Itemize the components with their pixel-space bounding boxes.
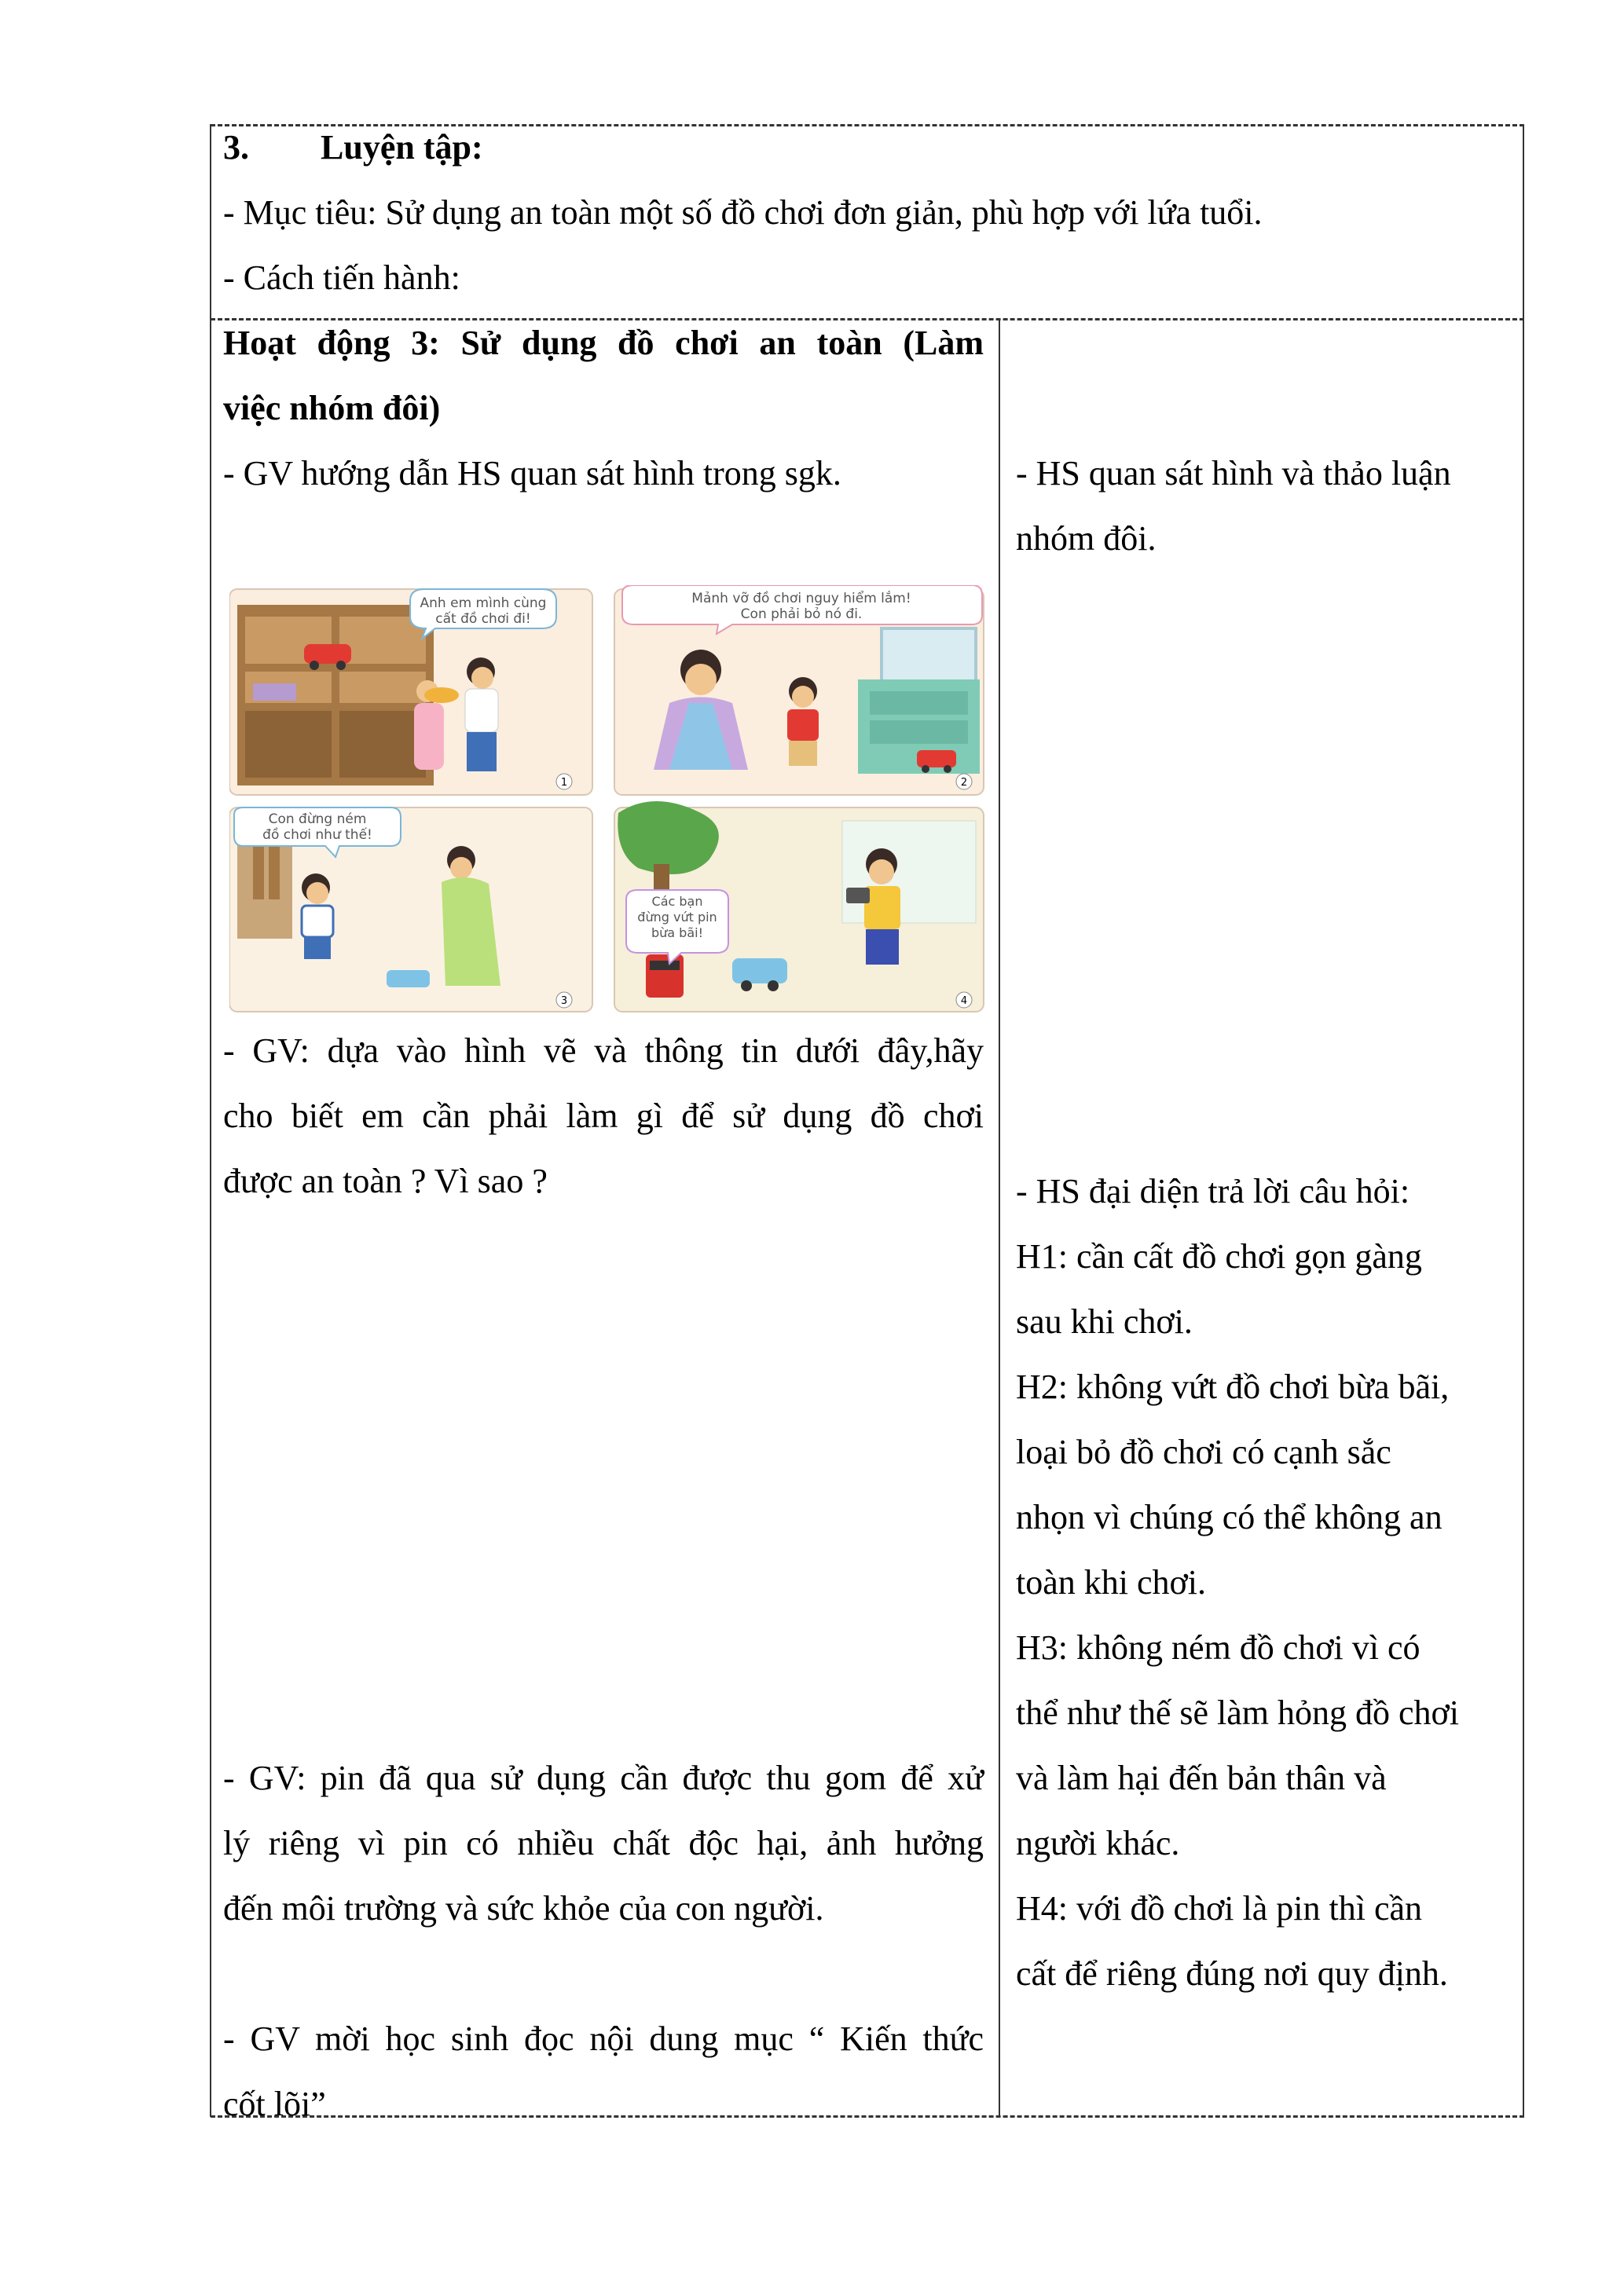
teacher-question-line3: được an toàn ? Vì sao ? bbox=[223, 1162, 548, 1200]
activity-title-line1: Hoạt động 3: Sử dụng đồ chơi an toàn (Làm bbox=[223, 324, 984, 362]
teacher-battery-line2: lý riêng vì pin có nhiều chất độc hại, ảnh hưởng bbox=[223, 1824, 984, 1862]
textbook-illustration bbox=[229, 585, 985, 1014]
illustration-svg bbox=[229, 585, 985, 1014]
panel-2 bbox=[614, 585, 984, 795]
student-answer-line: - HS đại diện trả lời câu hỏi: bbox=[1016, 1172, 1410, 1210]
panel-3 bbox=[229, 807, 592, 1012]
student-answer-line: và làm hại đến bản thân và bbox=[1016, 1759, 1387, 1797]
panel1-bubble-line2: cất đồ chơi đi! bbox=[435, 611, 531, 627]
broken-toy-car bbox=[917, 750, 956, 767]
teacher-battery-line3: đến môi trường và sức khỏe của con người. bbox=[223, 1889, 824, 1928]
section-objective: - Mục tiêu: Sử dụng an toàn một số đồ chơi đơn giản, phù hợp với lứa tuổi. bbox=[223, 193, 1263, 232]
panel4-bubble-line2: đừng vứt pin bbox=[637, 910, 717, 925]
panel3-bubble-line2: đồ chơi như thế! bbox=[262, 827, 372, 843]
girl-dress bbox=[414, 703, 444, 770]
panel4-bubble-line1: Các bạn bbox=[651, 894, 703, 909]
student-answer-line: toàn khi chơi. bbox=[1016, 1563, 1206, 1602]
toy-car-blue bbox=[732, 958, 787, 983]
panel1-bubble-line1: Anh em mình cùng bbox=[420, 595, 547, 611]
student-observe-line2: nhóm đôi. bbox=[1016, 519, 1157, 558]
table-right-border bbox=[1523, 124, 1524, 2117]
teacher-core-knowledge-line2: cốt lõi” bbox=[223, 2085, 326, 2123]
section-number: 3. bbox=[223, 128, 249, 167]
student-answer-line: H4: với đồ chơi là pin thì cần bbox=[1016, 1889, 1422, 1928]
student-answer-line: H2: không vứt đồ chơi bừa bãi, bbox=[1016, 1368, 1450, 1406]
table-bottom-border bbox=[211, 2115, 1524, 2118]
panel3-number: 3 bbox=[560, 995, 568, 1007]
teacher-question-line2: cho biết em cần phải làm gì để sử dụng đồ chơi bbox=[223, 1097, 984, 1135]
teacher-battery-line1: - GV: pin đã qua sử dụng cần được thu gom để xử bbox=[223, 1759, 984, 1797]
student-answer-line: nhọn vì chúng có thể không an bbox=[1016, 1498, 1443, 1536]
panel2-number: 2 bbox=[960, 777, 968, 789]
section-procedure: - Cách tiến hành: bbox=[223, 258, 460, 297]
student-observe-line1: - HS quan sát hình và thảo luận bbox=[1016, 454, 1451, 493]
panel-1 bbox=[229, 589, 592, 795]
panel2-bubble-line1: Mảnh vỡ đồ chơi nguy hiểm lắm! bbox=[691, 591, 911, 606]
toy-car-red bbox=[304, 644, 351, 664]
teacher-step-observe: - GV hướng dẫn HS quan sát hình trong sgk. bbox=[223, 454, 841, 493]
student-answer-line: thể như thế sẽ làm hỏng đồ chơi bbox=[1016, 1694, 1460, 1732]
student-answer-line: H1: cần cất đồ chơi gọn gàng bbox=[1016, 1237, 1422, 1276]
section-title: Luyện tập: bbox=[321, 128, 483, 167]
panel1-number: 1 bbox=[560, 777, 568, 789]
panel-4 bbox=[614, 801, 984, 1012]
table-column-divider bbox=[999, 318, 1000, 2117]
student-answer-line: người khác. bbox=[1016, 1824, 1180, 1862]
teacher-question-line1: - GV: dựa vào hình vẽ và thông tin dưới đây,hãy bbox=[223, 1031, 984, 1070]
panel4-bubble-line3: bừa bãi! bbox=[651, 925, 704, 940]
activity-title-line2: việc nhóm đôi) bbox=[223, 389, 441, 427]
student-answer-line: loại bỏ đồ chơi có cạnh sắc bbox=[1016, 1433, 1391, 1471]
panel3-bubble-line1: Con đừng ném bbox=[268, 811, 367, 827]
teacher-core-knowledge-line1: - GV mời học sinh đọc nội dung mục “ Kiến thức bbox=[223, 2020, 984, 2058]
student-answer-line: H3: không ném đồ chơi vì có bbox=[1016, 1628, 1421, 1667]
panel4-number: 4 bbox=[960, 995, 968, 1007]
student-answer-line: sau khi chơi. bbox=[1016, 1302, 1193, 1341]
thrown-toy-bus bbox=[387, 970, 430, 987]
table-left-border bbox=[210, 124, 211, 2117]
student-answer-line: cất để riêng đúng nơi quy định. bbox=[1016, 1954, 1448, 1993]
panel2-bubble-line2: Con phải bỏ nó đi. bbox=[740, 606, 863, 622]
